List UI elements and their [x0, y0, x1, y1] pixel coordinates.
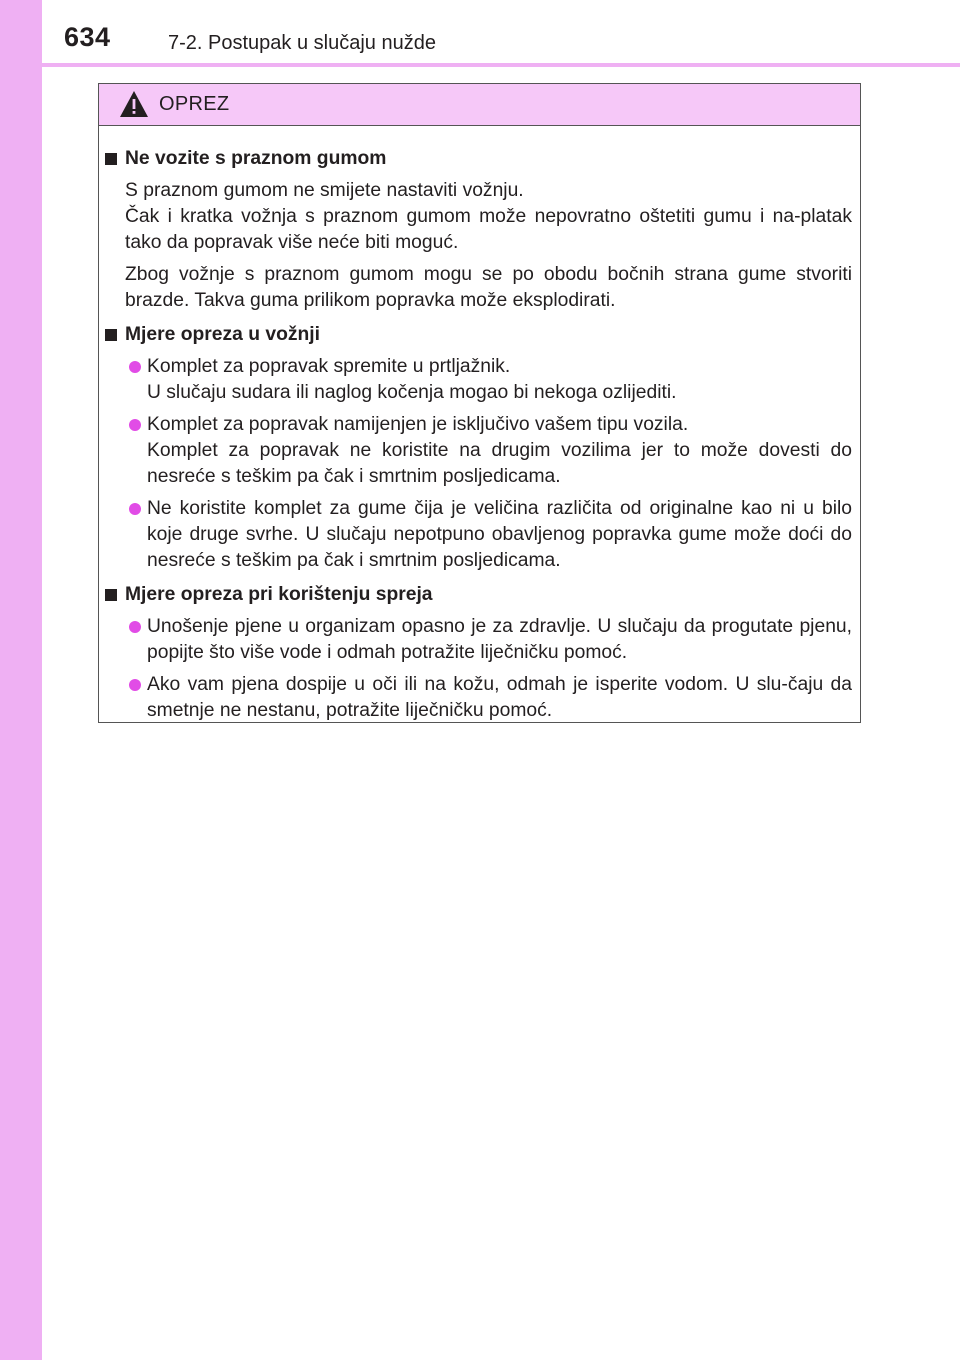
- section-heading-text: Ne vozite s praznom gumom: [125, 148, 387, 169]
- paragraph-line: S praznom gumom ne smijete nastaviti vožnju.: [125, 180, 524, 201]
- caution-body: [99, 126, 860, 724]
- circle-bullet-icon: [129, 361, 141, 373]
- caution-section: [105, 582, 852, 724]
- list-item-line: Komplet za popravak spremite u prtljažnik.: [147, 356, 511, 377]
- list-item-line: Ne koristite komplet za gume čija je veličina različita od originalne kao ni u bilo koje druge svrhe. U slučaju nepotpuno obavljenog popravka gume može doći do nesreće s teškim pa čak i smrtnim posljedicama.: [147, 498, 852, 571]
- list-item-line: U slučaju sudara ili naglog kočenja mogao bi nekoga ozlijediti.: [147, 382, 677, 403]
- warning-triangle-icon: [119, 90, 149, 118]
- section-heading: [105, 146, 852, 172]
- section-heading-text: Mjere opreza u vožnji: [125, 324, 320, 345]
- caution-section: [105, 146, 852, 314]
- paragraph: [125, 178, 852, 256]
- paragraph: [125, 262, 852, 314]
- list-item: [129, 354, 852, 406]
- list-item-text: [147, 354, 852, 406]
- section-title: 7-2. Postupak u slučaju nužde: [168, 32, 436, 54]
- circle-bullet-icon: [129, 419, 141, 431]
- paragraph-line: Zbog vožnje s praznom gumom mogu se po obodu bočnih strana gume stvoriti brazde. Takva guma prilikom popravka može eksplodirati.: [125, 264, 852, 311]
- caution-header: [99, 84, 860, 126]
- square-bullet-icon: [105, 589, 117, 601]
- section-heading: [105, 582, 852, 608]
- caution-box: [98, 83, 861, 723]
- list-item: [129, 672, 852, 724]
- list-item-text: [147, 672, 852, 724]
- circle-bullet-icon: [129, 621, 141, 633]
- list-item-text: [147, 496, 852, 574]
- list-item-line: Komplet za popravak namijenjen je isključivo vašem tipu vozila.: [147, 414, 689, 435]
- square-bullet-icon: [105, 153, 117, 165]
- section-heading: [105, 322, 852, 348]
- list-item-line: Komplet za popravak ne koristite na drugim vozilima jer to može dovesti do nesreće s teškim pa čak i smrtnim posljedicama.: [147, 440, 852, 487]
- list-item-text: [147, 412, 852, 490]
- side-color-strip: [0, 0, 42, 1360]
- section-heading-text: Mjere opreza pri korištenju spreja: [125, 584, 433, 605]
- page-number: 634: [64, 22, 111, 52]
- square-bullet-icon: [105, 329, 117, 341]
- list-item-line: Unošenje pjene u organizam opasno je za zdravlje. U slučaju da progutate pjenu, popijte što više vode i odmah potražite liječničku pomoć.: [147, 616, 852, 663]
- list-item: [129, 412, 852, 490]
- caution-section: [105, 322, 852, 574]
- list-item: [129, 614, 852, 666]
- caution-title: OPREZ: [159, 93, 230, 115]
- list-item: [129, 496, 852, 574]
- circle-bullet-icon: [129, 679, 141, 691]
- circle-bullet-icon: [129, 503, 141, 515]
- header-rule: [42, 63, 960, 67]
- list-item-line: Ako vam pjena dospije u oči ili na kožu, odmah je isperite vodom. U slu-čaju da smetnje ne nestanu, potražite liječničku pomoć.: [147, 674, 852, 721]
- list-item-text: [147, 614, 852, 666]
- paragraph-line: Čak i kratka vožnja s praznom gumom može nepovratno oštetiti gumu i na-platak tako da popravak više neće biti moguć.: [125, 206, 852, 253]
